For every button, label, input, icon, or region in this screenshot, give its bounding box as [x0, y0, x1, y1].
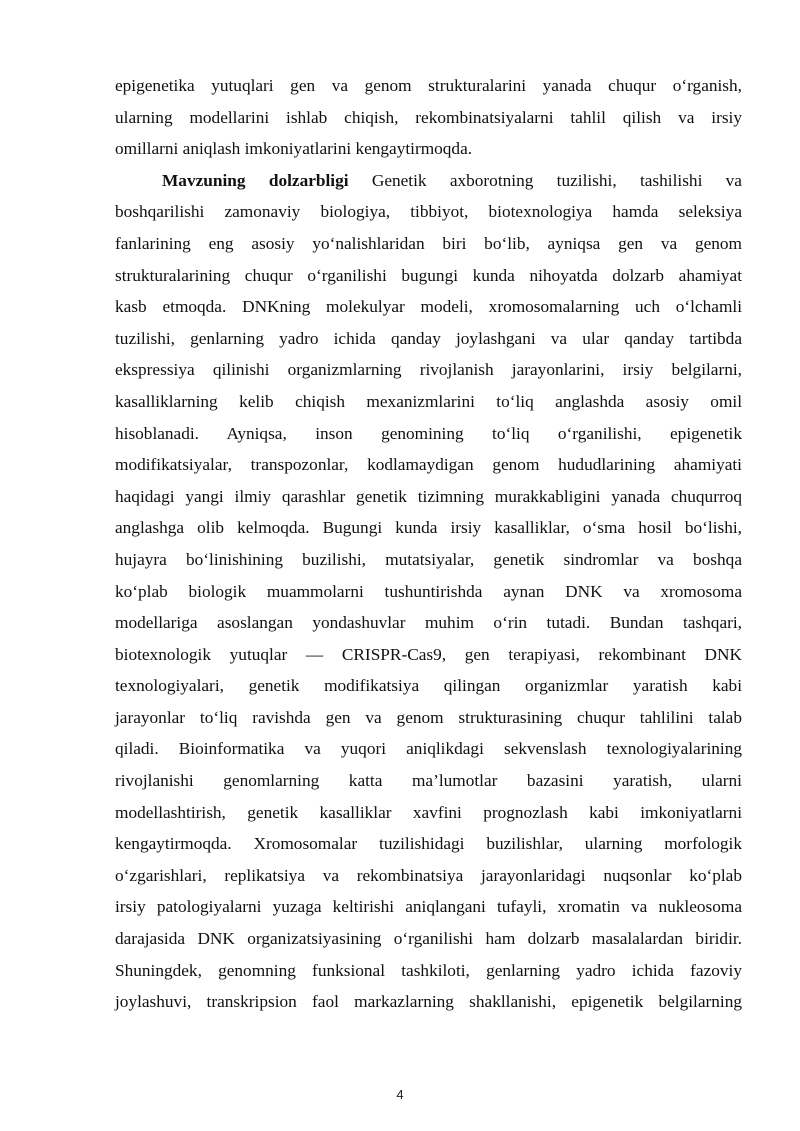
text-line: haqidagi yangi ilmiy qarashlar genetik tizimning murakkabligini yanada chuqurroq — [115, 486, 742, 506]
text-line: ko‘plab biologik muammolarni tushuntirishda aynan DNK va xromosoma — [115, 581, 742, 601]
text-line: epigenetika yutuqlari gen va genom strukturalarini yanada chuqur o‘rganish, — [115, 76, 742, 95]
text-line: tuzilishi, genlarning yadro ichida qanday joylashgani va ular qanday tartibda — [115, 328, 742, 348]
text-line: Shuningdek, genomning funksional tashkiloti, genlarning yadro ichida fazoviy — [115, 960, 742, 980]
text-line-rest: Genetik axborotning tuzilishi, tashilishi va — [348, 170, 742, 190]
body-text — [115, 70, 742, 1018]
text-line: modellariga asoslangan yondashuvlar muhim o‘rin tutadi. Bundan tashqari, — [115, 613, 742, 633]
section-heading: Mavzuning dolzarbligi — [162, 170, 349, 190]
text-line: qiladi. Bioinformatika va yuqori aniqlikdagi sekvenslash texnologiyalarining — [115, 739, 742, 759]
text-line: anglashga olib kelmoqda. Bugungi kunda irsiy kasalliklar, o‘sma hosil bo‘lishi, — [115, 518, 742, 538]
text-line: boshqarilishi zamonaviy biologiya, tibbiyot, biotexnologiya hamda seleksiya — [115, 202, 742, 222]
text-line: texnologiyalari, genetik modifikatsiya qilingan organizmlar yaratish kabi — [115, 676, 742, 696]
text-line: rivojlanishi genomlarning katta ma’lumotlar bazasini yaratish, ularni — [115, 771, 742, 791]
text-line: ularning modellarini ishlab chiqish, rekombinatsiyalarni tahlil qilish va irsiy — [115, 107, 742, 127]
text-line: fanlarining eng asosiy yo‘nalishlaridan biri bo‘lib, ayniqsa gen va genom — [115, 233, 742, 253]
text-line: strukturalarining chuqur o‘rganilishi bugungi kunda nihoyatda dolzarb ahamiyat — [115, 265, 742, 285]
text-line: o‘zgarishlari, replikatsiya va rekombinatsiya jarayonlaridagi nuqsonlar ko‘plab — [115, 865, 742, 885]
text-line: omillarni aniqlash imkoniyatlarini kengaytirmoqda. — [115, 139, 473, 159]
text-line: kasb etmoqda. DNKning molekulyar modeli, xromosomalarning uch o‘lchamli — [115, 297, 742, 317]
text-line: darajasida DNK organizatsiyasining o‘rganilishi ham dolzarb masalalardan biridir. — [115, 929, 742, 949]
paragraph-first-line — [115, 165, 742, 197]
text-line: jarayonlar to‘liq ravishda gen va genom strukturasining chuqur tahlilini talab — [115, 707, 742, 727]
text-line: modifikatsiyalar, transpozonlar, kodlamaydigan genom hududlarining ahamiyati — [115, 455, 742, 475]
text-line: ekspressiya qilinishi organizmlarning rivojlanish jarayonlarini, irsiy belgilarni, — [115, 360, 742, 380]
text-line: hujayra bo‘linishining buzilishi, mutatsiyalar, genetik sindromlar va boshqa — [115, 549, 742, 569]
text-line: kengaytirmoqda. Xromosomalar tuzilishidagi buzilishlar, ularning morfologik — [115, 834, 742, 854]
text-line: hisoblanadi. Ayniqsa, inson genomining to‘liq o‘rganilishi, epigenetik — [115, 423, 742, 443]
page-number: 4 — [396, 1087, 404, 1102]
text-line: irsiy patologiyalarni yuzaga keltirishi aniqlangani tufayli, xromatin va nukleosoma — [115, 897, 742, 917]
text-line: joylashuvi, transkripsion faol markazlarning shakllanishi, epigenetik belgilarning — [115, 992, 742, 1012]
text-line: kasalliklarning kelib chiqish mexanizmlarini to‘liq anglashda asosiy omil — [115, 391, 742, 411]
text-line: modellashtirish, genetik kasalliklar xavfini prognozlash kabi imkoniyatlarni — [115, 802, 742, 822]
text-line: biotexnologik yutuqlar — CRISPR-Cas9, gen terapiyasi, rekombinant DNK — [115, 644, 742, 664]
